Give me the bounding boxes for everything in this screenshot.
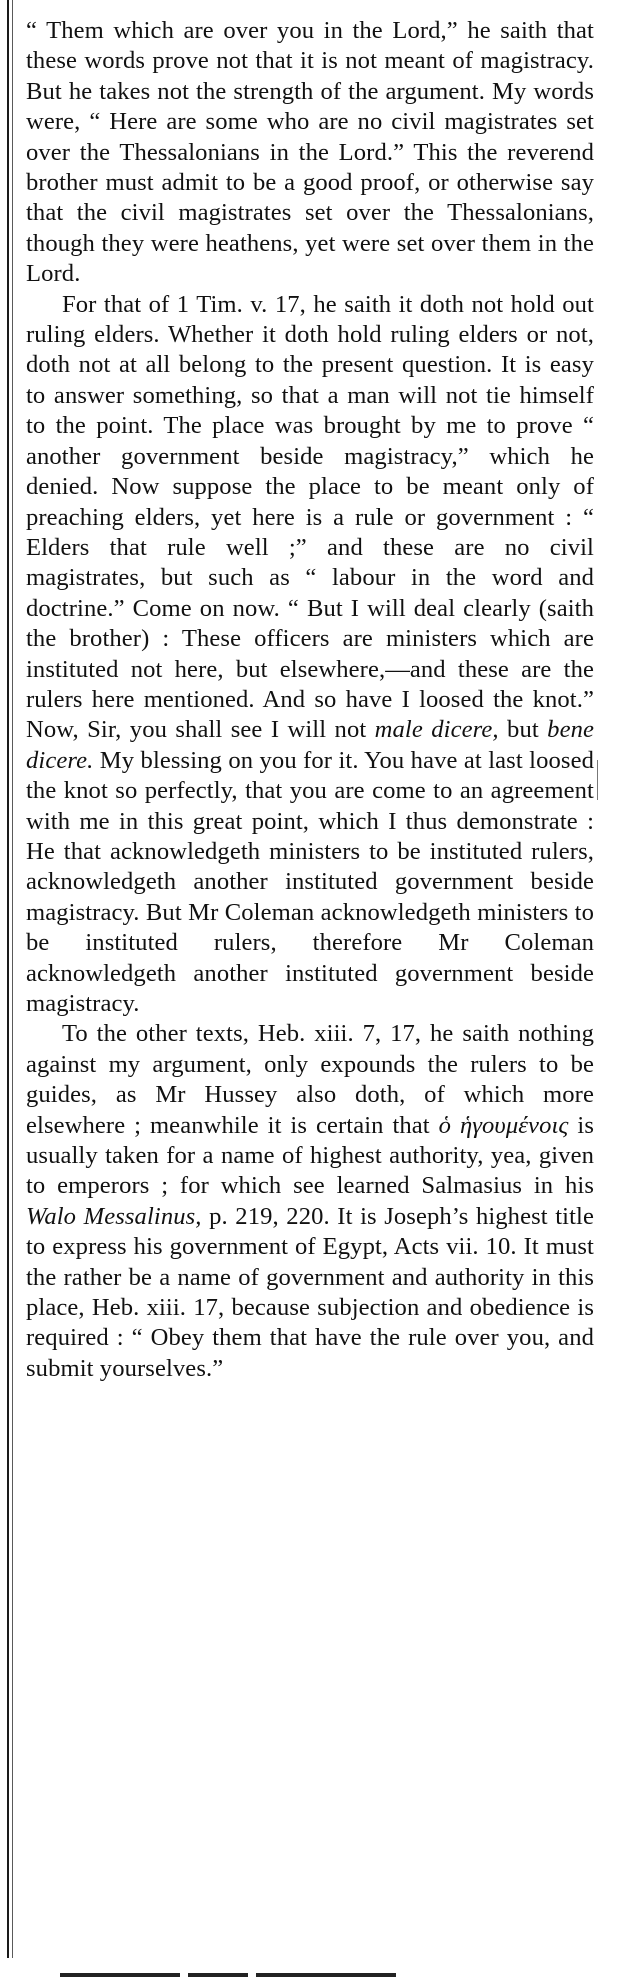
cut-off-glyph-strip xyxy=(60,1973,180,1977)
latin-phrase-male-dicere: male dicere, xyxy=(374,716,499,744)
greek-phrase: ὁ ἡγουμένοις xyxy=(438,1111,569,1139)
cut-off-heading-fragment xyxy=(60,1964,580,1978)
latin-phrase-bene-dicere: bene dicere. xyxy=(26,716,594,774)
left-column-inner-rule xyxy=(12,0,13,1958)
paragraph-2-text-c: My blessing on you for it. You have at last loosed the knot so perfectly, that you are come to an agreement with me in this great point, which I thus demonstrate : He that acknowledgeth ministers to be instituted rulers, acknowledgeth another instituted government beside magistracy. But Mr Coleman acknowledgeth ministers to be instituted rulers, therefore Mr Coleman acknowledgeth another instituted government beside magistracy. xyxy=(26,746,594,1017)
right-margin-mark xyxy=(597,760,598,800)
cut-off-glyph-strip xyxy=(188,1973,248,1977)
book-title-walo-messalinus: Walo Messalinus, xyxy=(26,1202,202,1230)
paragraph-3-text-c: p. 219, 220. It is Joseph’s highest title to express his government of Egypt, Acts vii. 10. It must the rather be a name of government and authority in this place, Heb. xiii. 17, because subjection and obedience is required : “ Obey them that have the rule over you, and submit yourselves.” xyxy=(26,1202,594,1382)
cut-off-glyph-strip xyxy=(256,1973,396,1977)
paragraph-3 xyxy=(26,1019,594,1384)
paragraph-2 xyxy=(26,290,594,1020)
paragraph-3-text-b: is usually taken for a name of highest authority, yea, given to emperors ; for which see learned Salmasius in his xyxy=(26,1111,594,1200)
paragraph-2-text-a: For that of 1 Tim. v. 17, he saith it doth not hold out ruling elders. Whether it doth hold ruling elders or not, doth not at all belong to the present question. It is easy to answer something, so that a man will not tie himself to the point. The place was brought by me to prove “ another government beside magistracy,” which he denied. Now suppose the place to be meant only of preaching elders, yet here is a rule or government : “ Elders that rule well ;” and these are no civil magistrates, but such as “ labour in the word and doctrine.” Come on now. “ But I will deal clearly (saith the brother) : These officers are ministers which are instituted not here, but elsewhere,—and these are the rulers here mentioned. And so have I loosed the knot.” Now, Sir, you shall see I will not xyxy=(26,290,594,744)
left-column-rule xyxy=(7,0,9,1958)
text-column xyxy=(26,16,594,1384)
paragraph-2-text-b: but xyxy=(498,716,548,744)
paragraph-3-text-a: To the other texts, Heb. xiii. 7, 17, he saith nothing against my argument, only expounds the rulers to be guides, as Mr Hussey also doth, of which more elsewhere ; meanwhile it is certain that xyxy=(26,1020,594,1139)
paragraph-1: “ Them which are over you in the Lord,” he saith that these words prove not that it is not meant of magistracy. But he takes not the strength of the argument. My words were, “ Here are some who are no civil magistrates set over the Thessalonians in the Lord.” This the reverend brother must admit to be a good proof, or otherwise say that the civil magistrates set over the Thessalonians, though they were heathens, yet were set over them in the Lord. xyxy=(26,17,594,288)
